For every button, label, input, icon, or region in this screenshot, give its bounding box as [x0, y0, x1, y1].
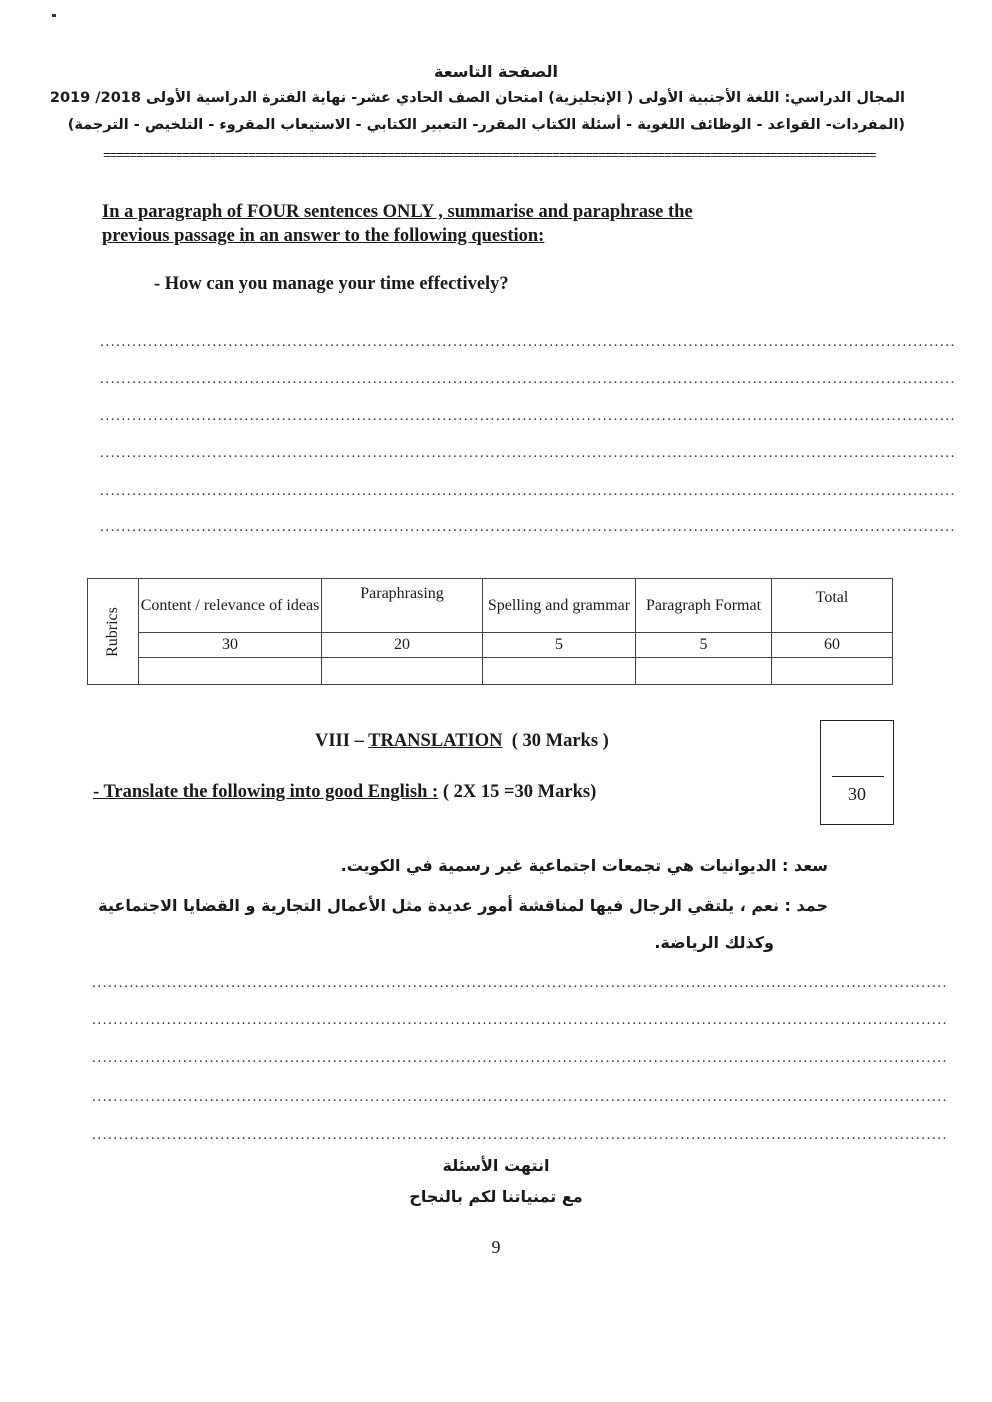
summary-instruction-line1: In a paragraph of FOUR sentences ONLY , summarise and paraphrase the [102, 202, 693, 222]
header-topics-line: (المفردات- القواعد - الوظائف اللغوية - أسئلة الكتاب المقرر- التعبير الكتابي - الاستيعاب المقروء - التلخيص - الترجمة) [67, 117, 905, 133]
scan-mark [52, 14, 56, 17]
header-separator: ===================================================================================================================== [103, 148, 876, 163]
answer-line[interactable]: ................................................................................................................................................................ [100, 445, 956, 461]
rubric-score-cell[interactable] [636, 658, 772, 685]
rubric-score-cell[interactable] [322, 658, 483, 685]
rubric-header: Spelling and grammar [483, 579, 636, 633]
rubric-header: Paragraph Format [636, 579, 772, 633]
rubrics-label-cell [88, 579, 139, 685]
translation-line[interactable]: ................................................................................................................................................................ [92, 1012, 948, 1028]
score-box[interactable] [820, 720, 894, 825]
score-value: 30 [848, 784, 866, 804]
closing-wishes: مع تمنياتنا لكم بالنجاح [409, 1187, 583, 1206]
rubric-mark: 5 [636, 633, 772, 658]
rubric-score-cell[interactable] [139, 658, 322, 685]
rubric-mark: 20 [322, 633, 483, 658]
summary-question: - How can you manage your time effectively? [154, 274, 509, 294]
rubric-mark: 60 [772, 633, 893, 658]
section-number: VIII – [315, 731, 369, 751]
answer-line[interactable]: ................................................................................................................................................................ [100, 334, 956, 350]
answer-line[interactable]: ................................................................................................................................................................ [100, 519, 956, 535]
translation-instruction-text: - Translate the following into good English : [93, 782, 439, 802]
translation-instruction [93, 782, 596, 803]
translation-line[interactable]: ................................................................................................................................................................ [92, 1050, 948, 1066]
summary-instruction-line2: previous passage in an answer to the following question: [102, 226, 545, 246]
arabic-dialogue-line: وكذلك الرياضة. [654, 933, 774, 952]
translation-line[interactable]: ................................................................................................................................................................ [92, 1127, 948, 1143]
translation-line[interactable]: ................................................................................................................................................................ [92, 1089, 948, 1105]
header-subject-line: المجال الدراسي: اللغة الأجنبية الأولى ( الإنجليزية) امتحان الصف الحادي عشر- نهاية الفترة الدراسية الأولى 2018/ 2019 [49, 90, 905, 106]
section-title: TRANSLATION [368, 731, 503, 751]
translation-section-heading [315, 731, 609, 752]
section-marks: ( 30 Marks ) [511, 731, 609, 751]
closing-line: انتهت الأسئلة [442, 1156, 550, 1175]
summary-instruction [102, 200, 822, 248]
rubric-score-cell[interactable] [483, 658, 636, 685]
answer-line[interactable]: ................................................................................................................................................................ [100, 371, 956, 387]
rubric-score-cell[interactable] [772, 658, 893, 685]
score-line [832, 776, 884, 777]
rubric-header: Content / relevance of ideas [139, 579, 322, 633]
page-number: 9 [491, 1237, 501, 1257]
rubric-mark: 30 [139, 633, 322, 658]
arabic-dialogue-line: سعد : الديوانيات هي تجمعات اجتماعية غير رسمية في الكويت. [340, 856, 828, 875]
answer-line[interactable]: ................................................................................................................................................................ [100, 483, 956, 499]
rubric-mark: 5 [483, 633, 636, 658]
translation-instruction-marks: ( 2X 15 =30 Marks) [442, 782, 597, 802]
translation-line[interactable]: ................................................................................................................................................................ [92, 975, 948, 991]
rubrics-label: Rubrics [104, 606, 121, 657]
arabic-dialogue-line: حمد : نعم ، يلتقي الرجال فيها لمناقشة أمور عديدة مثل الأعمال التجارية و القضايا الاجتماعية [98, 896, 828, 915]
rubric-header: Total [772, 579, 893, 633]
rubrics-table [87, 578, 893, 685]
answer-line[interactable]: ................................................................................................................................................................ [100, 408, 956, 424]
rubric-header: Paraphrasing [322, 579, 483, 633]
page-title: الصفحة التاسعة [433, 62, 559, 81]
